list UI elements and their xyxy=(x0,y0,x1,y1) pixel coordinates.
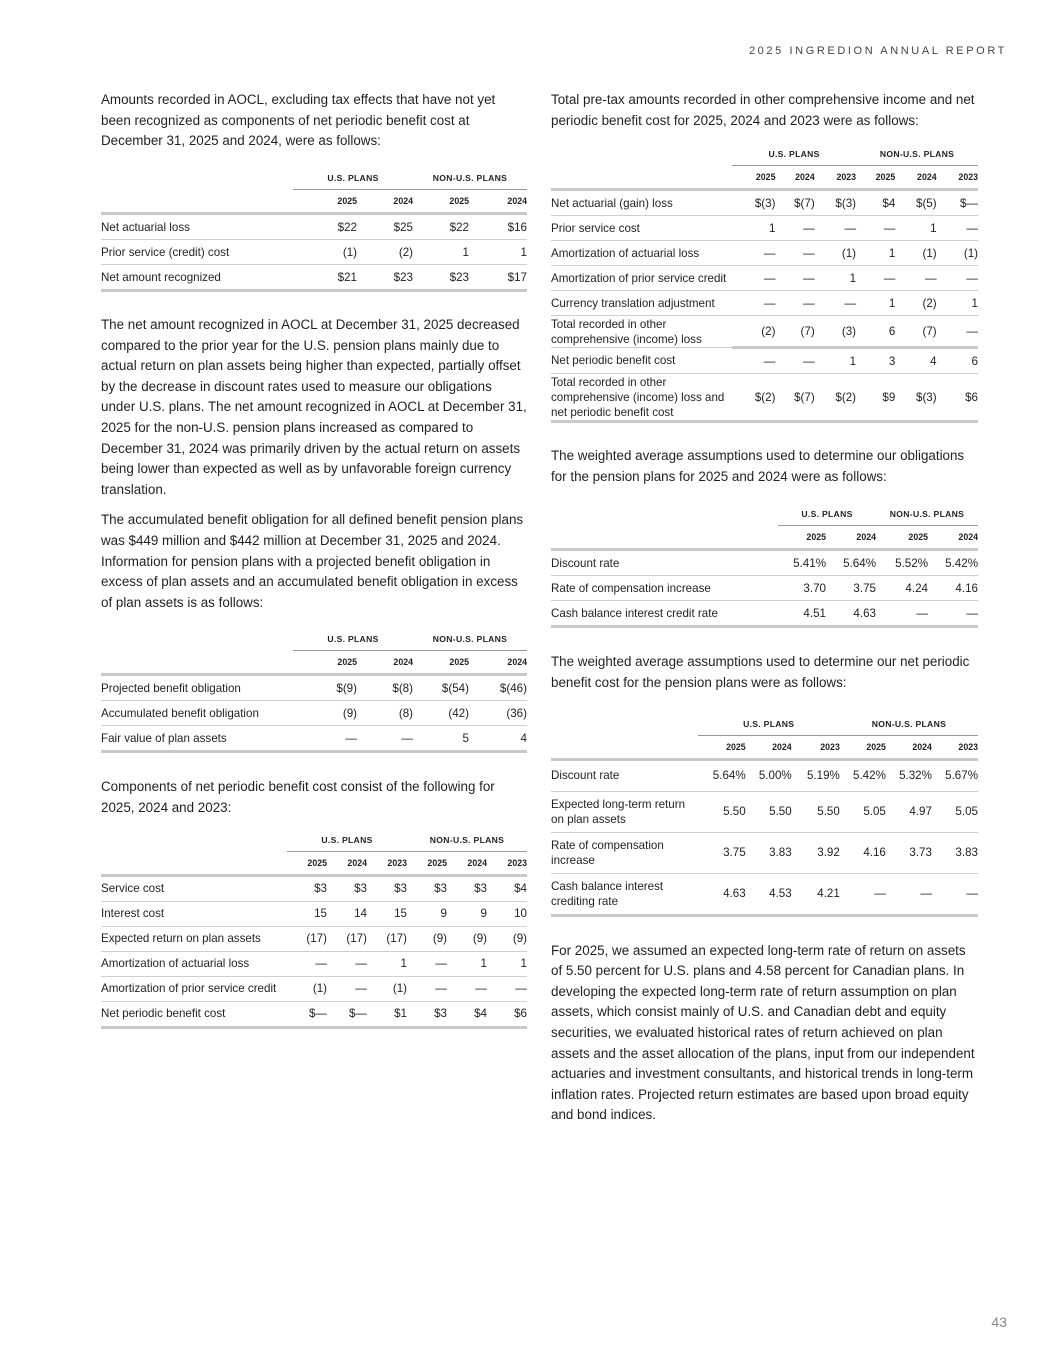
cell: 1 xyxy=(469,240,527,265)
row-label: Rate of compensation increase xyxy=(551,832,698,873)
cell: $4 xyxy=(447,1001,487,1027)
table-row xyxy=(551,374,978,422)
cell: 3.75 xyxy=(826,576,876,601)
year-header: 2025 xyxy=(413,651,469,675)
cost-intro: The weighted average assumptions used to determine our net periodic benefit cost for the pension plans were as follows: xyxy=(551,654,970,690)
row-label: Fair value of plan assets xyxy=(101,726,293,752)
cost-group-row xyxy=(551,713,978,736)
cell: $(3) xyxy=(916,390,937,404)
cell: $4 xyxy=(487,875,527,901)
cell: 5.05 xyxy=(932,791,978,832)
cell: 5.00% xyxy=(746,759,792,791)
year-header: 2024 xyxy=(469,190,527,214)
cell: (1) xyxy=(895,241,936,266)
cell: — xyxy=(937,216,978,241)
row-label: Discount rate xyxy=(551,759,698,791)
cell: $(7) xyxy=(775,190,814,216)
cell: 3.75 xyxy=(698,832,746,873)
year-header: 2024 xyxy=(447,851,487,875)
cell: $(46) xyxy=(469,675,527,701)
cell: (17) xyxy=(287,926,327,951)
year-header: 2025 xyxy=(287,851,327,875)
cell: (2) xyxy=(357,240,413,265)
cell: $(8) xyxy=(357,675,413,701)
cell: (8) xyxy=(357,701,413,726)
cell: — xyxy=(775,348,814,374)
cell: 4 xyxy=(469,726,527,752)
year-header: 2024 xyxy=(746,735,792,759)
year-header: 2024 xyxy=(469,651,527,675)
row-label: Currency translation adjustment xyxy=(551,291,732,316)
cell: 5.67% xyxy=(932,759,978,791)
cell: 4.63 xyxy=(826,601,876,627)
cell: 14 xyxy=(327,901,367,926)
table-row xyxy=(101,214,527,240)
table-row xyxy=(101,675,527,701)
cell: — xyxy=(775,216,814,241)
page-number: 43 xyxy=(991,1314,1007,1330)
cell: — xyxy=(856,216,895,241)
year-header: 2023 xyxy=(792,735,840,759)
group-us-plans: U.S. PLANS xyxy=(287,829,407,852)
group-non-us-plans: NON-U.S. PLANS xyxy=(876,503,978,526)
table-row xyxy=(101,901,527,926)
row-label: Total recorded in other comprehensive (income) loss and net periodic benefit cost xyxy=(551,375,725,419)
year-header: 2025 xyxy=(856,166,895,190)
cell: — xyxy=(487,976,527,1001)
pbo-table xyxy=(101,628,527,753)
cell: — xyxy=(815,216,856,241)
table-row xyxy=(101,926,527,951)
cell: — xyxy=(327,976,367,1001)
year-header: 2025 xyxy=(293,190,357,214)
left-column xyxy=(101,90,527,1029)
cell: $(3) xyxy=(815,190,856,216)
cell: 4.63 xyxy=(698,873,746,915)
table-row xyxy=(551,576,978,601)
oci-intro: Total pre-tax amounts recorded in other comprehensive income and net periodic benefit cost for 2025, 2024 and 2023 were as follows: xyxy=(551,92,975,128)
year-header: 2023 xyxy=(815,166,856,190)
cell: (1) xyxy=(937,241,978,266)
row-label: Interest cost xyxy=(101,901,287,926)
cell: (2) xyxy=(732,316,775,348)
row-label: Discount rate xyxy=(551,550,778,576)
cost-assumptions-table xyxy=(551,713,978,917)
table-row xyxy=(551,190,978,216)
cell: 3.83 xyxy=(746,832,792,873)
cell: 3.73 xyxy=(886,832,932,873)
cell: $(3) xyxy=(732,190,775,216)
cell: (17) xyxy=(367,926,407,951)
cell: $— xyxy=(327,1001,367,1027)
year-header: 2025 xyxy=(778,526,826,550)
components-intro: Components of net periodic benefit cost consist of the following for 2025, 2024 and 2023: xyxy=(101,779,495,815)
cell: — xyxy=(732,348,775,374)
row-label: Total recorded in other comprehensive (income) loss xyxy=(551,316,732,348)
oci-years-row xyxy=(551,166,978,190)
cell: — xyxy=(840,873,886,915)
cell: $(7) xyxy=(794,390,815,404)
cell: — xyxy=(876,601,928,627)
cell: — xyxy=(886,873,932,915)
table-row xyxy=(551,216,978,241)
cell: $6 xyxy=(965,390,978,404)
cell: $22 xyxy=(413,214,469,240)
table-row xyxy=(551,316,978,348)
cell: 6 xyxy=(856,316,895,348)
cell: $3 xyxy=(407,1001,447,1027)
aocl-group-row xyxy=(101,167,527,190)
row-label: Net actuarial loss xyxy=(101,214,293,240)
cell: 4.16 xyxy=(928,576,978,601)
cell: $23 xyxy=(357,265,413,291)
cell: $(54) xyxy=(413,675,469,701)
group-us-plans: U.S. PLANS xyxy=(732,143,856,166)
row-label: Cash balance interest credit rate xyxy=(551,601,778,627)
year-header: 2024 xyxy=(928,526,978,550)
cell: 9 xyxy=(447,901,487,926)
table-row xyxy=(101,265,527,291)
row-label: Net periodic benefit cost xyxy=(101,1001,287,1027)
table-row xyxy=(551,291,978,316)
cell: $17 xyxy=(469,265,527,291)
cell: (1) xyxy=(367,976,407,1001)
cell: 4.21 xyxy=(792,873,840,915)
aocl-intro: Amounts recorded in AOCL, excluding tax effects that have not yet been recognized as components of net periodic benefit cost at December 31, 2025 and 2024, were as follows: xyxy=(101,92,496,149)
table-row xyxy=(101,976,527,1001)
cell: 4.53 xyxy=(746,873,792,915)
cell: $3 xyxy=(407,875,447,901)
cell: 3.83 xyxy=(932,832,978,873)
cell: $3 xyxy=(447,875,487,901)
year-header: 2025 xyxy=(413,190,469,214)
aocl-years-row xyxy=(101,190,527,214)
cell: 10 xyxy=(487,901,527,926)
year-header: 2025 xyxy=(732,166,775,190)
cell: (1) xyxy=(815,241,856,266)
row-label: Expected return on plan assets xyxy=(101,926,287,951)
cell: — xyxy=(293,726,357,752)
cell: — xyxy=(732,291,775,316)
abo-paragraph: The accumulated benefit obligation for all defined benefit pension plans was $449 million and $442 million at December 31, 2025 and 2024. Information for pension plans with a projected benefit obligation in excess of plan assets and an accumulated benefit obligation in excess of plan assets is as follows: xyxy=(101,512,524,610)
row-label: Accumulated benefit obligation xyxy=(101,701,293,726)
cell: 3.92 xyxy=(792,832,840,873)
cell: $(2) xyxy=(754,390,776,404)
row-label: Projected benefit obligation xyxy=(101,675,293,701)
cell: 1 xyxy=(815,348,856,374)
cell: $1 xyxy=(367,1001,407,1027)
oci-table xyxy=(551,143,978,423)
cell: 5.64% xyxy=(826,550,876,576)
table-row xyxy=(551,348,978,374)
pbo-years-row xyxy=(101,651,527,675)
cell: 1 xyxy=(413,240,469,265)
cell: 5.42% xyxy=(928,550,978,576)
cell: 1 xyxy=(487,951,527,976)
cell: $4 xyxy=(856,190,895,216)
cell: $3 xyxy=(367,875,407,901)
cell: 4.51 xyxy=(778,601,826,627)
group-us-plans: U.S. PLANS xyxy=(293,628,413,651)
row-label: Expected long-term return on plan assets xyxy=(551,791,698,832)
year-header: 2025 xyxy=(698,735,746,759)
group-non-us-plans: NON-U.S. PLANS xyxy=(856,143,978,166)
obligations-table xyxy=(551,503,978,628)
cell: (42) xyxy=(413,701,469,726)
cell: (17) xyxy=(327,926,367,951)
cell: (9) xyxy=(487,926,527,951)
cell: — xyxy=(407,951,447,976)
cell: — xyxy=(815,291,856,316)
year-header: 2025 xyxy=(293,651,357,675)
group-us-plans: U.S. PLANS xyxy=(293,167,413,190)
cell: — xyxy=(447,976,487,1001)
cell: — xyxy=(856,266,895,291)
report-header: 2025 INGREDION ANNUAL REPORT xyxy=(748,45,1007,57)
year-header: 2024 xyxy=(886,735,932,759)
cell: — xyxy=(775,291,814,316)
cell: 4.97 xyxy=(886,791,932,832)
row-label: Amortization of actuarial loss xyxy=(101,951,287,976)
cell: 5.32% xyxy=(886,759,932,791)
group-us-plans: U.S. PLANS xyxy=(778,503,876,526)
cell: — xyxy=(407,976,447,1001)
table-row xyxy=(101,726,527,752)
table-row xyxy=(101,1001,527,1027)
group-non-us-plans: NON-U.S. PLANS xyxy=(413,167,527,190)
cell: — xyxy=(932,873,978,915)
cell: 5.50 xyxy=(792,791,840,832)
cell: $(2) xyxy=(835,390,857,404)
cost-years-row xyxy=(551,735,978,759)
cell: (1) xyxy=(287,976,327,1001)
table-row xyxy=(551,241,978,266)
row-label: Rate of compensation increase xyxy=(551,576,778,601)
year-header: 2023 xyxy=(367,851,407,875)
cell: 4 xyxy=(895,348,936,374)
return-assumption-paragraph: For 2025, we assumed an expected long-term rate of return on assets of 5.50 percent for U.S. plans and 4.58 percent for Canadian plans. In developing the expected long-term rate of return assumption on plan assets, which consist mainly of U.S. and Canadian debt and equity securities, we evaluated historical rates of return achieved on plan assets and the asset allocation of the plans, input from our independent actuaries and investment consultants, and historical trends in long-term inflation rates. Projected return estimates are based upon broad equity and bond indices. xyxy=(551,942,975,1123)
cell: 3.70 xyxy=(778,576,826,601)
year-header: 2024 xyxy=(357,651,413,675)
aocl-table xyxy=(101,167,527,292)
right-column xyxy=(551,90,978,1126)
obligations-years-row xyxy=(551,526,978,550)
cell: 5.50 xyxy=(698,791,746,832)
table-row xyxy=(551,832,978,873)
cell: 5.64% xyxy=(698,759,746,791)
cell: (3) xyxy=(815,316,856,348)
year-header: 2024 xyxy=(826,526,876,550)
group-non-us-plans: NON-U.S. PLANS xyxy=(840,713,978,736)
cell: — xyxy=(732,241,775,266)
obligations-intro: The weighted average assumptions used to determine our obligations for the pension plans for 2025 and 2024 were as follows: xyxy=(551,448,965,484)
table-row xyxy=(101,701,527,726)
cell: — xyxy=(287,951,327,976)
cell: $— xyxy=(937,190,978,216)
cell: (1) xyxy=(293,240,357,265)
cell: (7) xyxy=(895,316,936,348)
row-label: Net periodic benefit cost xyxy=(551,348,732,374)
net-amount-paragraph: The net amount recognized in AOCL at December 31, 2025 decreased compared to the prior year for the U.S. pension plans mainly due to actual return on plan assets being higher than expected, partially offset by the decrease in discount rates used to measure our obligations under U.S. plans. The net amount recognized in AOCL at December 31, 2025 for the non-U.S. pension plans increased as compared to December 31, 2024 was primarily driven by the actual return on assets being lower than expected as well as by unfavorable foreign currency translation. xyxy=(101,317,527,497)
row-label: Cash balance interest crediting rate xyxy=(551,873,698,915)
cell: $3 xyxy=(287,875,327,901)
cell: (7) xyxy=(775,316,814,348)
cell: $(9) xyxy=(293,675,357,701)
year-header: 2024 xyxy=(357,190,413,214)
cell: $3 xyxy=(327,875,367,901)
year-header: 2023 xyxy=(932,735,978,759)
row-label: Service cost xyxy=(101,875,287,901)
components-table xyxy=(101,829,527,1029)
cell: 5.50 xyxy=(746,791,792,832)
row-label: Amortization of prior service credit xyxy=(101,976,287,1001)
cell: 1 xyxy=(856,291,895,316)
cell: 5.52% xyxy=(876,550,928,576)
cell: — xyxy=(775,241,814,266)
cell: 5.05 xyxy=(840,791,886,832)
table-row xyxy=(101,875,527,901)
cell: — xyxy=(928,601,978,627)
year-header: 2024 xyxy=(327,851,367,875)
table-row xyxy=(551,266,978,291)
row-label: Net amount recognized xyxy=(101,265,293,291)
cell: — xyxy=(937,266,978,291)
cell: 5.19% xyxy=(792,759,840,791)
year-header: 2024 xyxy=(895,166,936,190)
cell: 1 xyxy=(856,241,895,266)
cell: (36) xyxy=(469,701,527,726)
row-label: Prior service cost xyxy=(551,216,732,241)
cell: 4.24 xyxy=(876,576,928,601)
cell: $6 xyxy=(487,1001,527,1027)
group-us-plans: U.S. PLANS xyxy=(698,713,840,736)
group-non-us-plans: NON-U.S. PLANS xyxy=(413,628,527,651)
year-header: 2025 xyxy=(840,735,886,759)
year-header: 2025 xyxy=(876,526,928,550)
cell: 1 xyxy=(447,951,487,976)
components-years-row xyxy=(101,851,527,875)
obligations-group-row xyxy=(551,503,978,526)
cell: $23 xyxy=(413,265,469,291)
cell: $25 xyxy=(357,214,413,240)
table-row xyxy=(101,951,527,976)
oci-group-row xyxy=(551,143,978,166)
table-row xyxy=(551,791,978,832)
cell: (2) xyxy=(895,291,936,316)
cell: $22 xyxy=(293,214,357,240)
cell: 5.41% xyxy=(778,550,826,576)
cell: — xyxy=(327,951,367,976)
year-header: 2023 xyxy=(937,166,978,190)
cell: — xyxy=(732,266,775,291)
cell: 4.16 xyxy=(840,832,886,873)
year-header: 2025 xyxy=(407,851,447,875)
cell: — xyxy=(937,316,978,348)
cell: 3 xyxy=(856,348,895,374)
cell: 1 xyxy=(815,266,856,291)
cell: $21 xyxy=(293,265,357,291)
table-row xyxy=(551,601,978,627)
group-non-us-plans: NON-U.S. PLANS xyxy=(407,829,527,852)
cell: 15 xyxy=(287,901,327,926)
cell: 5.42% xyxy=(840,759,886,791)
cell: 6 xyxy=(937,348,978,374)
table-row xyxy=(551,550,978,576)
cell: 15 xyxy=(367,901,407,926)
row-label: Amortization of actuarial loss xyxy=(551,241,732,266)
row-label: Prior service (credit) cost xyxy=(101,240,293,265)
row-label: Net actuarial (gain) loss xyxy=(551,190,732,216)
cell: 1 xyxy=(367,951,407,976)
cell: 5 xyxy=(413,726,469,752)
cell: $9 xyxy=(882,390,896,404)
cell: — xyxy=(895,266,936,291)
pbo-group-row xyxy=(101,628,527,651)
year-header: 2023 xyxy=(487,851,527,875)
cell: $16 xyxy=(469,214,527,240)
table-row xyxy=(551,759,978,791)
cell: $(5) xyxy=(895,190,936,216)
cell: $— xyxy=(287,1001,327,1027)
row-label: Amortization of prior service credit xyxy=(551,266,732,291)
cell: (9) xyxy=(407,926,447,951)
cell: 1 xyxy=(895,216,936,241)
cell: 1 xyxy=(732,216,775,241)
table-row xyxy=(551,873,978,915)
cell: 1 xyxy=(937,291,978,316)
cell: — xyxy=(357,726,413,752)
cell: 9 xyxy=(407,901,447,926)
cell: (9) xyxy=(293,701,357,726)
components-group-row xyxy=(101,829,527,852)
year-header: 2024 xyxy=(775,166,814,190)
table-row xyxy=(101,240,527,265)
cell: (9) xyxy=(447,926,487,951)
cell: — xyxy=(775,266,814,291)
